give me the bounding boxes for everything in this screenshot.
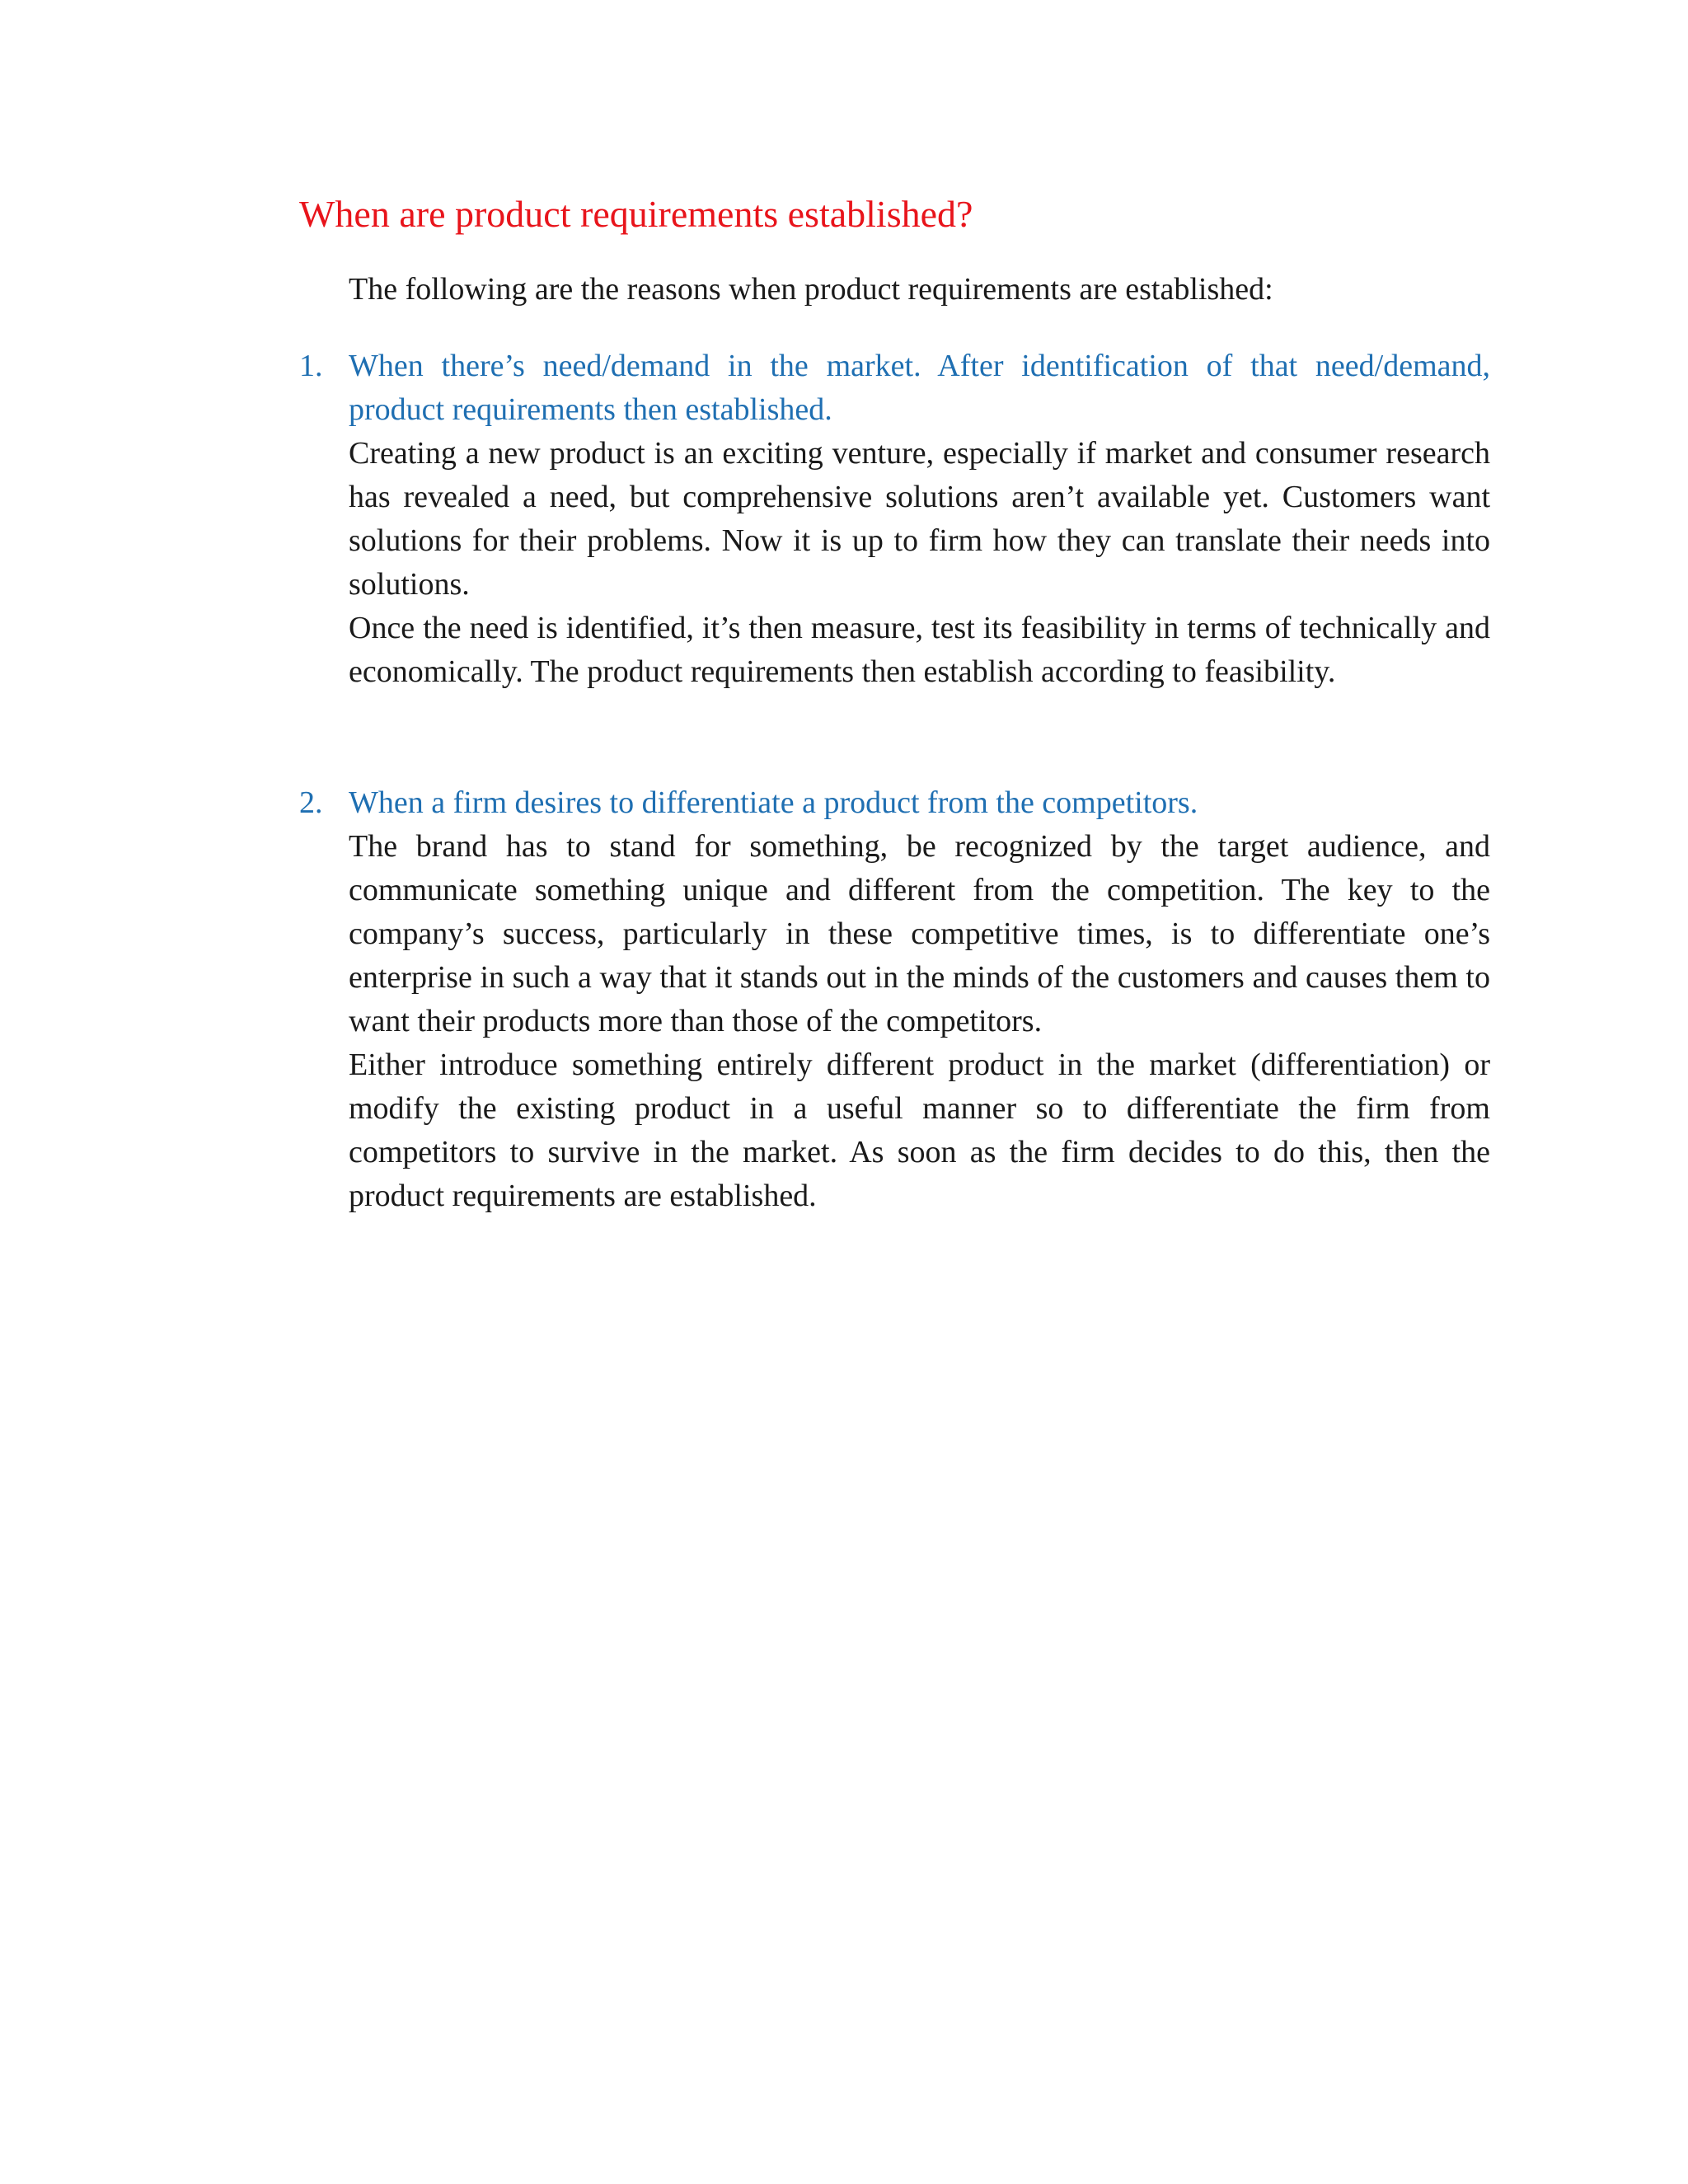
page-heading: When are product requirements established? [299, 193, 973, 235]
intro-text: The following are the reasons when product requirements are established: [349, 272, 1273, 307]
list-item-body [349, 781, 1490, 1218]
body-paragraph: Either introduce something entirely different product in the market (differentiation) or modify the existing product in a useful manner so to differentiate the firm from competitors to survive in the market. As soon as the firm decides to do this, then the product requirements are established. [349, 1047, 1490, 1213]
list-item-title: When there’s need/demand in the market. After identification of that need/demand, product requirements then established. [349, 349, 1490, 427]
body-paragraph: Creating a new product is an exciting venture, especially if market and consumer research has revealed a need, but comprehensive solutions aren’t available yet. Customers want solutions for their problems. Now it is up to firm how they can translate their needs into solutions. [349, 436, 1490, 602]
body-paragraph: Once the need is identified, it’s then measure, test its feasibility in terms of technically and economically. The product requirements then establish according to feasibility. [349, 611, 1490, 689]
list-item-title: When a firm desires to differentiate a product from the competitors. [349, 785, 1198, 820]
list-item [299, 344, 1490, 694]
list-item-body [349, 344, 1490, 694]
list-item-number: 1. [299, 349, 323, 383]
body-paragraph: The brand has to stand for something, be recognized by the target audience, and communicate something unique and different from the competition. The key to the company’s success, particularly in these competitive times, is to differentiate one’s enterprise in such a way that it stands out in the minds of the customers and causes them to want their products more than those of the competitors. [349, 829, 1490, 1038]
list-item-number: 2. [299, 785, 323, 820]
list-item [299, 781, 1490, 1218]
